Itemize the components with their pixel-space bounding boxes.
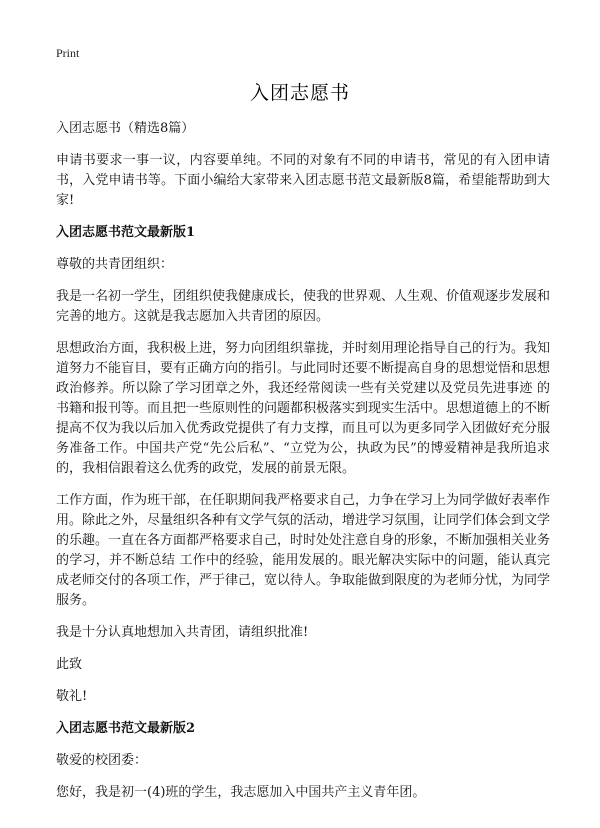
salutation-1: 尊敬的共青团组织： [56,257,174,272]
paragraph-3: 工作方面，作为班干部，在任职期间我严格要求自己，力争在学习上为同学做好表率作用。除此之外，尽量组织各种有文学气氛的活动，增进学习氛围，让同学们体会到文学的乐趣。一直在各方面都严格要求自己，时时处处注意自身的形象，不断加强相关业务的学习，并不断总结 工作中的经验，能用发展的。眼光解决实际中的问题，能认真完成老师交付的各项工作，严于律己，宽以待人。争取能做到限度的为老师分忧，为同学服务。 [56,493,551,608]
salutation-2: 敬爱的校团委： [56,753,148,768]
section2-first-line: 您好，我是初一(4)班的学生，我志愿加入中国共产主义青年团。 [56,785,426,800]
document-body [56,119,550,815]
intro-paragraph: 申请书要求一事一议，内容要单纯。不同的对象有不同的申请书，常见的有入团申请书，入党申请书等。下面小编给大家带来入团志愿书范文最新版8篇，希望能帮助到大家! [56,153,550,208]
print-link[interactable]: Print [56,46,80,60]
subtitle: 入团志愿书（精选8篇） [56,121,195,136]
closing-line-2: 敬礼! [56,689,88,704]
section-heading-1: 入团志愿书范文最新版1 [56,225,196,240]
paragraph-4: 我是十分认真地想加入共青团，请组织批准! [56,625,309,640]
paragraph-1: 我是一名初一学生，团组织使我健康成长，使我的世界观、人生观、价值观逐步发展和完善的地方。这就是我志愿加入共青团的原因。 [56,289,551,324]
page-title: 入团志愿书 [249,82,350,104]
closing-line-1: 此致 [56,657,83,672]
paragraph-2: 思想政治方面，我积极上进，努力向团组织靠拢，并时刻用理论指导自己的行为。我知道努力不能盲目，要有正确方向的指引。与此同时还要不断提高自身的思想觉悟和思想政治修养。所以除了学习团章之外，我还经常阅读一些有关党建以及党员先进事迹 的书籍和报刊等。而且把一些原则性的问题都积极落实到现实生活中。思想道德上的不断提高不仅为我以后加入优秀政党提供了有力支撑，而且可以为更多同学入团做好充分服务准备工作。中国共产党“先公后私”、“立党为公，执政为民”的博爱精神是我所追求的，我相信跟着这么优秀的政党，发展的前景无限。 [56,341,551,476]
section-heading-2: 入团志愿书范文最新版2 [56,721,196,736]
